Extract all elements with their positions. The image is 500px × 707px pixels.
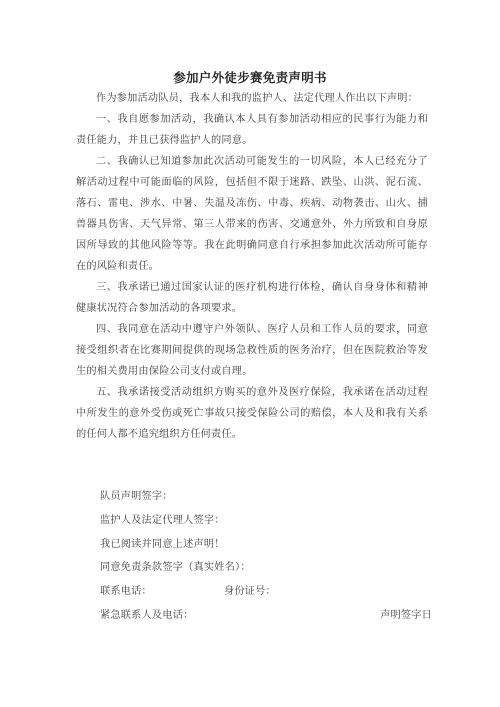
page-title: 参加户外徒步赛免责声明书: [173, 70, 327, 85]
read-agree-statement: 我已阅读并同意上述声明！: [100, 538, 225, 550]
emergency-contact-label: 紧急联系人及电话：: [100, 609, 194, 621]
id-number-label: 身份证号：: [223, 586, 276, 598]
member-signature-label: 队员声明签字：: [100, 491, 173, 502]
declaration-body: [76, 88, 428, 445]
signature-date-label: 声明签字日: [380, 609, 432, 621]
guardian-signature-label: 监护人及法定代理人签字：: [100, 514, 225, 526]
agree-sign-label: 同意免责条款签字（真实姓名）：: [100, 562, 251, 574]
clause-5: 五、我承诺接受活动组织方购买的意外及医疗保险，我承诺在活动过程中所发生的意外受伤或死亡事故只接受保险公司的赔偿，本人及和我有关系的任何人都不追究组织方任何责任。: [76, 387, 428, 440]
phone-label: 联系电话：: [100, 586, 152, 598]
declaration-intro: 作为参加活动队员，我本人和我的监护人、法定代理人作出以下声明：: [96, 93, 419, 104]
contact-row: [100, 580, 432, 604]
clause-3: 三、我承诺已通过国家认证的医疗机构进行体检，确认自身身体和精神健康状况符合参加活动的各项要求。: [76, 282, 428, 314]
signature-section: [100, 485, 432, 628]
clause-1: 一、我自愿参加活动，我确认本人具有参加活动相应的民事行为能力和责任能力，并且已获得监护人的同意。: [76, 114, 428, 146]
emergency-row: [100, 604, 432, 628]
clause-2: 二、我确认已知道参加此次活动可能发生的一切风险，本人已经充分了解活动过程中可能面临的风险，包括但不限于迷路、跌坠、山洪、泥石流、落石、雷电、涉水、中暑、失温及冻伤、中毒、疾病、动物袭击、山火、捕兽器具伤害、天气异常、第三人带来的伤害、交通意外、外力所致和自身原因所导致的其他风险等等。我在此明确同意自行承担参加此次活动所可能存在的风险和责任。: [76, 156, 428, 272]
clause-4: 四、我同意在活动中遵守户外领队、医疗人员和工作人员的要求，同意接受组织者在比赛期间提供的现场急救性质的医务治疗，但在医院救治等发生的相关费用由保险公司支付或自理。: [76, 324, 428, 377]
